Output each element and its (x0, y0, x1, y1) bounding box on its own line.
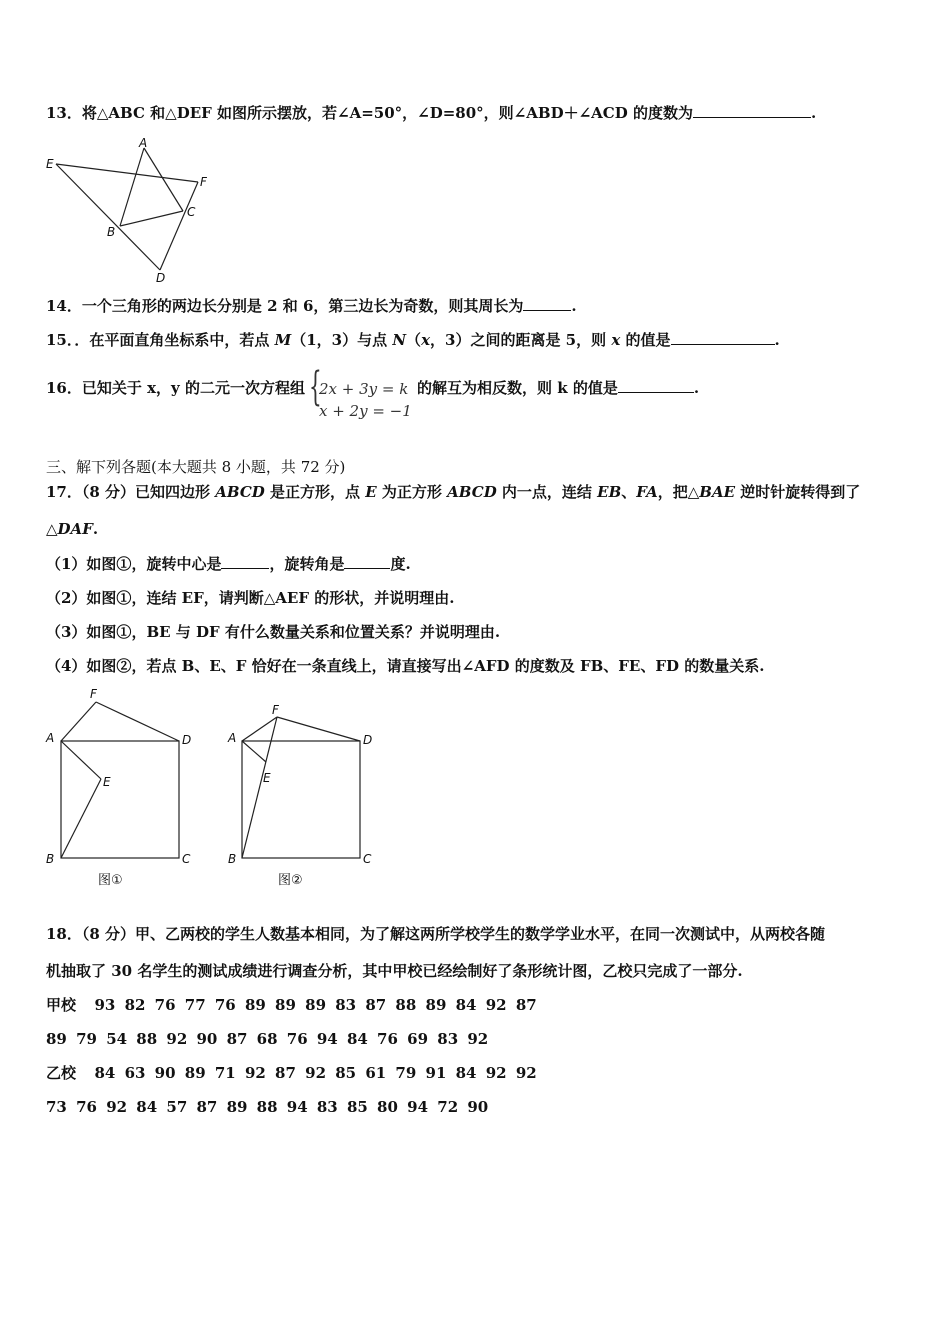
fig2-label-C: C (363, 852, 372, 866)
jia-scores-row-1 (46, 995, 537, 1015)
fig2-caption: 图② (278, 873, 303, 888)
q15-var-x-2: x (611, 331, 621, 349)
label-B: B (107, 225, 116, 239)
segment-FD (160, 182, 198, 270)
q17-sub1-text-2: ，旋转角是 (269, 555, 345, 573)
fig1-label-A: A (46, 731, 55, 745)
question-17-line-2 (46, 519, 98, 539)
q17-sub-3: （3）如图①，BE 与 DF 有什么数量关系和位置关系？并说明理由. (46, 623, 501, 641)
q17-DAF: DAF (57, 520, 93, 538)
jia-row-1-values: 93 82 76 77 76 89 89 89 83 87 88 89 84 92 87 (94, 996, 537, 1014)
fig2-label-F: F (272, 703, 279, 717)
label-E: E (46, 157, 54, 171)
q17-sub1-blank-1[interactable] (221, 554, 269, 569)
label-F: F (200, 175, 207, 189)
label-D: D (156, 271, 166, 284)
segment-ED (56, 164, 160, 270)
question-15 (46, 330, 780, 350)
q15-text-4: ，3）之间的距离是 5，则 (430, 331, 612, 349)
question-14 (46, 296, 577, 316)
q14-text: 14．一个三角形的两边长分别是 2 和 6，第三边长为奇数，则其周长为 (46, 297, 524, 315)
q15-text-3: （ (406, 331, 422, 349)
label-A: A (139, 136, 148, 150)
q15-text-2: （1，3）与点 (291, 331, 393, 349)
q17-ABCD: ABCD (215, 483, 265, 501)
q17-text-5: 、 (621, 483, 637, 501)
q16-text-2: 的解互为相反数，则 k 的值是 (416, 379, 618, 397)
q17-figure-1 (42, 686, 202, 890)
segment-AF (61, 702, 96, 741)
q13-answer-blank[interactable] (693, 103, 811, 118)
jia-label: 甲校 (46, 996, 77, 1014)
q17-period: . (92, 520, 99, 538)
q17-E: E (365, 483, 377, 501)
q17-sub1-blank-2[interactable] (344, 554, 390, 569)
q17-ABCD-2: ABCD (447, 483, 497, 501)
yi-scores-row-2: 73 76 92 84 57 87 89 88 94 83 85 80 94 72 90 (46, 1098, 489, 1116)
yi-label: 乙校 (46, 1064, 77, 1082)
q17-text-2: 是正方形，点 (264, 483, 366, 501)
q17-text-3: 为正方形 (376, 483, 448, 501)
segment-BC (120, 211, 183, 226)
question-18-line-2: 机抽取了 30 名学生的测试成绩进行调查分析，其中甲校已经绘制好了条形统计图，乙校只完成了一部分. (46, 962, 743, 980)
q16-answer-blank[interactable] (618, 378, 694, 393)
question-13 (46, 103, 816, 123)
q17-figure-2 (226, 686, 386, 890)
jia-scores-row-2: 89 79 54 88 92 90 87 68 76 94 84 76 69 83 92 (46, 1030, 489, 1048)
q15-point-N: N (392, 331, 407, 349)
q13-text: 13．将△ABC 和△DEF 如图所示摆放，若∠A=50°，∠D=80°，则∠ABD＋∠ACD 的度数为 (46, 104, 693, 122)
q17-text-1: 17．（8 分）已知四边形 (46, 483, 216, 501)
q13-figure (40, 134, 230, 284)
segment-EF (56, 164, 198, 182)
fig2-label-D: D (363, 733, 373, 747)
q13-end: . (810, 104, 817, 122)
question-17-line-1 (46, 482, 860, 502)
q15-point-M: M (274, 331, 292, 349)
q15-end: . (774, 331, 780, 349)
q14-answer-blank[interactable] (523, 296, 571, 311)
q15-answer-blank[interactable] (671, 330, 775, 345)
square-ABCD-2 (242, 741, 360, 858)
section-heading: 三、解下列各题(本大题共 8 小题，共 72 分) (46, 458, 346, 476)
segment-EB (61, 779, 101, 858)
segment-AE-2 (242, 741, 266, 762)
equation-brace: { (308, 364, 322, 410)
fig1-label-F: F (90, 687, 97, 701)
q15-text-5: 的值是 (620, 331, 671, 349)
yi-scores-row-1 (46, 1063, 537, 1083)
question-16 (46, 364, 700, 420)
fig2-label-B: B (228, 852, 237, 866)
label-C: C (187, 205, 196, 219)
equation-1: 2x + 3y = k (318, 380, 409, 398)
q16-end: . (693, 379, 700, 397)
segment-FD (96, 702, 179, 741)
fig1-caption: 图① (98, 873, 123, 888)
q17-FA: FA (636, 483, 658, 501)
fig1-label-E: E (103, 775, 111, 789)
q15-text-1: 15．．在平面直角坐标系中，若点 (46, 331, 275, 349)
q14-end: . (571, 297, 577, 315)
yi-row-1-values: 84 63 90 89 71 92 87 92 85 61 79 91 84 92 92 (94, 1064, 537, 1082)
q17-sub-1 (46, 554, 411, 574)
q17-text-4: 内一点，连结 (496, 483, 598, 501)
q17-sub-4: （4）如图②，若点 B、E、F 恰好在一条直线上，请直接写出∠AFD 的度数及 FB、FE、FD 的数量关系. (46, 657, 765, 675)
segment-FB-2 (242, 717, 277, 858)
q17-sub1-text-1: （1）如图①，旋转中心是 (46, 555, 222, 573)
q17-triangle-symbol: △ (46, 520, 58, 538)
fig2-label-E: E (263, 771, 271, 785)
q17-BAE: BAE (699, 483, 736, 501)
equation-2: x + 2y = −1 (318, 402, 412, 420)
q17-sub-2: （2）如图①，连结 EF，请判断△AEF 的形状，并说明理由. (46, 589, 455, 607)
fig1-label-D: D (182, 733, 192, 747)
q17-EB: EB (597, 483, 622, 501)
segment-AB (120, 148, 144, 226)
fig1-label-C: C (182, 852, 191, 866)
question-18-line-1: 18．（8 分）甲、乙两校的学生人数基本相同，为了解这两所学校学生的数学学业水平，在同一次测试中，从两校各随 (46, 925, 826, 943)
q17-text-7: 逆时针旋转得到了 (735, 483, 861, 501)
equation-system (308, 364, 413, 420)
segment-AE (61, 741, 101, 779)
q16-text-1: 16．已知关于 x，y 的二元一次方程组 (46, 379, 305, 397)
fig2-label-A: A (228, 731, 237, 745)
fig1-label-B: B (46, 852, 55, 866)
q17-sub1-text-3: 度. (390, 555, 411, 573)
segment-FD-2 (277, 717, 360, 741)
q15-var-x: x (421, 331, 431, 349)
q17-text-6: ，把△ (657, 483, 700, 501)
